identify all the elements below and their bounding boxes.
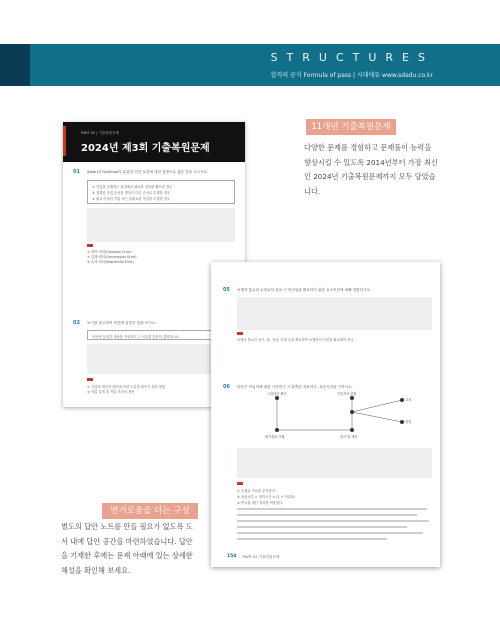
answer-item: ② 작업 설계 및 작업 조건의 개선 — [87, 390, 135, 394]
question-text: 보기를 참고하여 빈칸에 알맞은 말을 쓰시오. — [87, 321, 157, 325]
question-number: 02 — [73, 320, 80, 326]
answer-text: 보행자 통로의 높이, 폭, 경사, 조명 등을 확보하여 보행자의 안전을 확보해야 한다. — [237, 338, 355, 342]
answer-item: ① 작업자 개인의 판단에 의한 오류를 줄이기 위한 방법 — [87, 385, 166, 389]
answer-item: ③ 순서 에러(Sequential Error) — [87, 260, 135, 264]
text-line — [237, 520, 429, 522]
answer-item: ② 표준시간 = 정미시간 × (1 + 여유율) — [237, 495, 296, 499]
question-text: 보행자 통로의 수직교차 설치 시 안전성을 확보하기 위한 요구조건에 대해 설명하시오. — [237, 288, 372, 292]
diagram-label: 평가결과 이행 — [265, 435, 285, 439]
answer-tag — [87, 378, 93, 381]
question-number: 01 — [73, 169, 80, 175]
header-accent-block — [0, 44, 30, 86]
page-footer: PART 02 기출복원문제 — [243, 555, 280, 559]
answer-tag — [237, 482, 243, 485]
section-description: 다양한 문제를 경험하고 문제풀이 능력을 향상시킬 수 있도록 2014년부터 가장 최신인 2024년 기출복원문제까지 모두 담았습니다. — [304, 143, 438, 196]
title-accent-bar — [63, 126, 66, 156]
answer-area — [87, 208, 235, 242]
header-band — [0, 44, 500, 86]
page-part-label: PART 02 | 기출복원문제 — [81, 131, 119, 135]
text-line — [237, 538, 387, 540]
header-subtitle: 합격의 공식 Formula of pass | 시대에듀 www.sdedu.co.kr — [270, 72, 433, 79]
answer-area — [237, 297, 432, 330]
answer-tag — [237, 332, 243, 335]
section-description: 별도의 답안 노트를 만들 필요가 없도록 도서 내에 답안 공간을 마련하였습니다. 답안을 기재한 후에는 문제 아래에 있는 상세한 해설을 확인해 보세요. — [61, 522, 193, 575]
question-text: 다음은 작업자에 대한 시간연구 시 관측된 자료이다. 표준시간을 구하시오. — [237, 385, 353, 389]
question-item: ① 작업을 수행하는 과정에서 필요한 절차를 빠뜨린 경우 — [92, 185, 173, 189]
page-number: 154 — [227, 554, 237, 559]
answer-item: ② 실행 에러(Commission Error) — [87, 255, 137, 259]
question-item: ② 정해진 작업 순서를 벗어나 다른 순서로 수행한 경우 — [92, 191, 171, 195]
section-label: 번거로움을 더는 구성 — [102, 503, 198, 519]
answer-area — [237, 448, 432, 478]
answer-tag — [87, 244, 93, 247]
question-box-text: 빈칸에 들어갈 내용을 작성하고 그 이유를 간단히 설명하시오. — [92, 335, 181, 339]
diagram-label: 시험대상 확인 — [267, 392, 287, 396]
diagram-label: 교육 — [405, 398, 412, 402]
text-line — [237, 526, 407, 528]
diagram-label: 작업자의 관찰 — [337, 392, 357, 396]
header-title: STRUCTURES — [270, 51, 434, 64]
answer-item: ③ 여유율 계산 결과를 적용한다. — [237, 501, 284, 505]
page-title-band — [63, 122, 245, 162]
text-line — [237, 508, 427, 510]
process-diagram — [237, 390, 432, 446]
diagram-label: 판정 — [405, 420, 412, 424]
question-box — [87, 180, 235, 204]
question-number: 05 — [223, 287, 230, 293]
page-title: 2024년 제3회 기출복원문제 — [81, 143, 210, 154]
diagram-label: 평가 및 개선 — [340, 435, 358, 439]
text-line — [237, 514, 417, 516]
answer-item: ① 수집된 자료를 분석한다. — [237, 489, 276, 493]
question-text: Swain과 Guttman이 분류한 인간 오류에 대한 설명으로 옳은 것을 고르시오. — [87, 170, 209, 174]
question-item: ③ 필요 이상의 작업 또는 불필요한 작업을 수행한 경우 — [92, 197, 171, 201]
question-number: 06 — [223, 384, 230, 390]
sample-page-2 — [211, 262, 440, 567]
section-label: 11개년 기출복원문제 — [306, 119, 396, 135]
text-line — [237, 532, 423, 534]
answer-item: ① 생략 에러(Omission Error) — [87, 250, 132, 254]
header-main-block — [30, 44, 500, 86]
